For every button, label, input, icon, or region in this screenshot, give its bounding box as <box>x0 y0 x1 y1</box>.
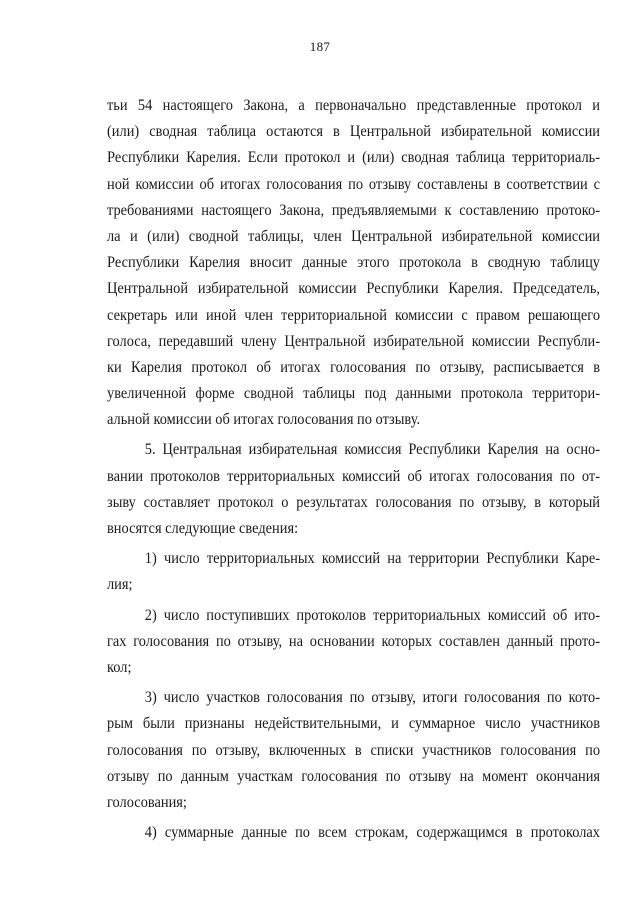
text-line: лия; <box>107 576 133 594</box>
text-line: требованиями настоящего Закона, предъявляемыми к составлению протоко- <box>107 201 601 219</box>
text-line: 2) число поступивших протоколов территориальных комиссий об ито- <box>144 606 601 624</box>
text-line: 3) число участков голосования по отзыву, итоги голосования по кото- <box>144 689 601 707</box>
text-line: вносятся следующие сведения: <box>107 520 299 537</box>
text-line: голосования; <box>107 793 187 811</box>
text-line: (или) сводная таблица остаются в Центральной избирательной комиссии <box>107 123 601 141</box>
page-number: 187 <box>309 39 331 54</box>
text-line: голосования по отзыву, включенных в списки участников голосования по <box>107 741 601 759</box>
text-line: кол; <box>107 658 132 676</box>
text-line: 5. Центральная избирательная комиссия Республики Карелия на осно- <box>144 441 601 459</box>
text-line: Республики Карелия вносит данные этого протокола в сводную таблицу <box>107 254 601 272</box>
text-line: Центральной избирательной комиссии Республики Карелия. Председатель, <box>107 280 601 298</box>
text-line: 1) число территориальных комиссий на территории Республики Каре- <box>144 550 601 568</box>
text-line: увеличенной форме сводной таблицы под данными протокола территори- <box>107 385 601 403</box>
body-text <box>107 93 600 846</box>
text-line: 4) суммарные данные по всем строкам, содержащимся в протоколах <box>144 824 601 842</box>
text-line: ной комиссии об итогах голосования по отзыву составлены в соответствии с <box>107 175 601 193</box>
text-line: Республики Карелия. Если протокол и (или) сводная таблица территориаль- <box>107 149 601 167</box>
text-line: зыву составляет протокол о результатах голосования по отзыву, в который <box>107 493 601 511</box>
text-line: ки Карелия протокол об итогах голосования по отзыву, расписывается в <box>107 358 601 376</box>
text-line: рым были признаны недействительными, и суммарное число участников <box>107 715 601 733</box>
text-line: тьи 54 настоящего Закона, а первоначально представленные протокол и <box>107 97 601 114</box>
text-line: вании протоколов территориальных комиссий об итогах голосования по от- <box>107 467 601 485</box>
text-line: альной комиссии об итогах голосования по отзыву. <box>107 411 421 429</box>
text-line: гах голосования по отзыву, на основании которых составлен данный прото- <box>107 632 601 650</box>
text-line: секретарь или иной член территориальной комиссии с правом решающего <box>107 306 601 324</box>
text-line: голоса, передавший члену Центральной избирательной комиссии Республи- <box>107 332 601 350</box>
text-line: отзыву по данным участкам голосования по отзыву на момент окончания <box>107 767 601 785</box>
text-line: ла и (или) сводной таблицы, член Центральной избирательной комиссии <box>107 227 601 245</box>
